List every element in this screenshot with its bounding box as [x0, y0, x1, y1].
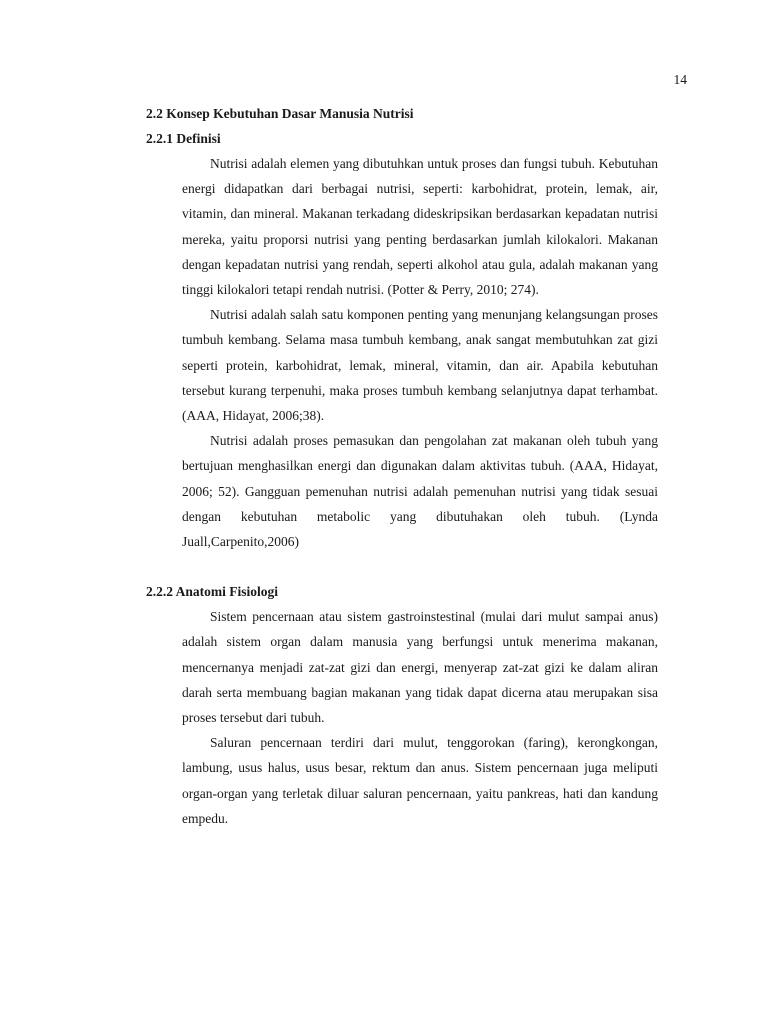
definisi-body [182, 151, 658, 554]
subsection-title-definisi: 2.2.1 Definisi [146, 131, 221, 146]
anatomi-body [182, 604, 658, 831]
page-number: 14 [673, 72, 687, 87]
paragraph: Nutrisi adalah salah satu komponen penting yang menunjang kelangsungan proses tumbuh kembang. Selama masa tumbuh kembang, anak sangat membutuhkan zat gizi seperti protein, karbohidrat, lemak, mineral, vitamin, dan air. Apabila kebutuhan tersebut kurang terpenuhi, maka proses tumbuh kembang selanjutnya dapat terhambat. (AAA, Hidayat, 2006;38). [182, 307, 658, 424]
section-title: 2.2 Konsep Kebutuhan Dasar Manusia Nutrisi [146, 106, 414, 121]
paragraph: Saluran pencernaan terdiri dari mulut, tenggorokan (faring), kerongkongan, lambung, usus halus, usus besar, rektum dan anus. Sistem pencernaan juga meliputi organ-organ yang terletak diluar saluran pencernaan, yaitu pankreas, hati dan kandung empedu. [182, 735, 658, 826]
section-spacer [146, 554, 658, 579]
paragraph: Nutrisi adalah proses pemasukan dan pengolahan zat makanan oleh tubuh yang bertujuan menghasilkan energi dan digunakan dalam aktivitas tubuh. (AAA, Hidayat, 2006; 52). Gangguan pemenuhan nutrisi adalah pemenuhan nutrisi yang tidak sesuai dengan kebutuhan metabolic yang dibutuhakan oleh tubuh. (Lynda Juall,Carpenito,2006) [182, 433, 658, 550]
document-body [146, 101, 658, 831]
paragraph: Sistem pencernaan atau sistem gastroinstestinal (mulai dari mulut sampai anus) adalah sistem organ dalam manusia yang berfungsi untuk menerima makanan, mencernanya menjadi zat-zat gizi dan energi, menyerap zat-zat gizi ke dalam aliran darah serta membuang bagian makanan yang tidak dapat dicerna atau merupakan sisa proses tersebut dari tubuh. [182, 609, 658, 726]
subsection-title-anatomi: 2.2.2 Anatomi Fisiologi [146, 584, 279, 600]
paragraph: Nutrisi adalah elemen yang dibutuhkan untuk proses dan fungsi tubuh. Kebutuhan energi didapatkan dari berbagai nutrisi, seperti: karbohidrat, protein, lemak, air, vitamin, dan mineral. Makanan terkadang dideskripsikan berdasarkan kepadatan nutrisi mereka, yaitu proporsi nutrisi yang penting berdasarkan jumlah kilokalori. Makanan dengan kepadatan nutrisi yang rendah, seperti alkohol atau gula, adalah makanan yang tinggi kilokalori tetapi rendah nutrisi. (Potter & Perry, 2010; 274). [182, 156, 658, 298]
